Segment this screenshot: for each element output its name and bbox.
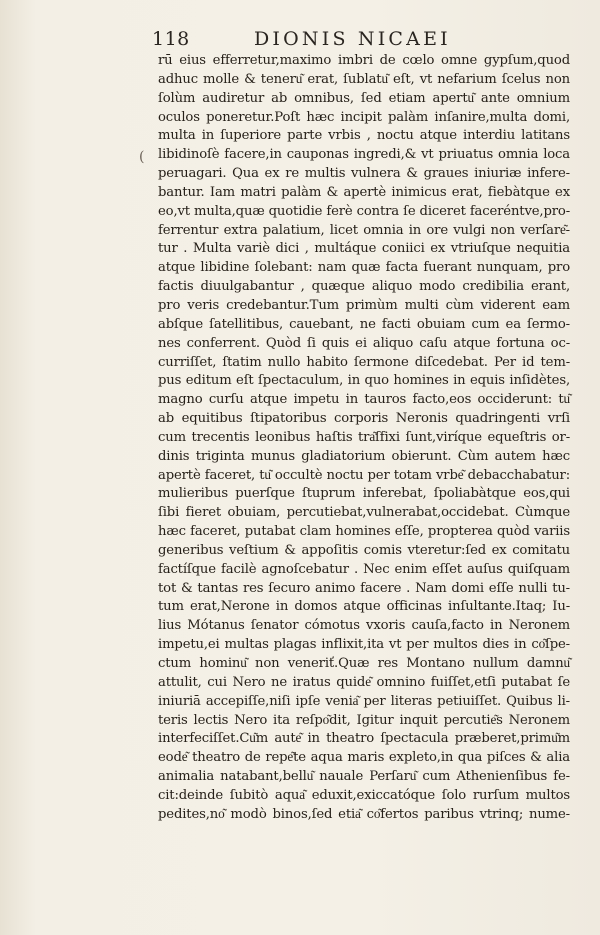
text-line: factis diuulgabantur , quæque aliquo modo credibilia erant, bbox=[158, 279, 570, 295]
text-line: ſibi fieret obuiam, percutiebat,vulnerabat,occidebat. Cùmque bbox=[158, 505, 570, 521]
text-line: animalia natabant,bellu͂ nauale Perſaru͂ cum Athenienſibus fe- bbox=[158, 769, 570, 785]
text-line: magno curſu atque impetu in tauros facto,eos occiderunt: tu͂ bbox=[158, 392, 570, 408]
text-line: interfeciſſet.Cu͂m aute͂ in theatro ſpectacula præberet,primu͂m bbox=[158, 731, 570, 747]
running-head: DIONIS NICAEI bbox=[254, 28, 451, 50]
text-line: iniuriā accepiſſe,niſi ipſe venia͂ per literas petiuiſſet. Quibus li- bbox=[158, 693, 570, 709]
text-line: libidinoſè facere,in cauponas ingredi,& vt priuatus omnia loca bbox=[158, 147, 570, 163]
text-line: abſque ſatellitibus, cauebant, ne facti obuiam cum ea ſermo- bbox=[158, 316, 570, 332]
text-line: cit:deinde ſubitò aqua͂ eduxit,exiccatóque ſolo rurſum multos bbox=[158, 787, 570, 803]
text-line: pedites,no͂ modò binos,ſed etia͂ co͂fertos paribus vtrinq; nume- bbox=[158, 806, 570, 822]
text-line: hæc faceret, putabat clam homines eſſe, propterea quòd variis bbox=[158, 524, 570, 540]
text-line: tum erat,Nerone in domos atque officinas inſultante.Itaq; Iu- bbox=[158, 599, 570, 615]
text-line: eo,vt multa,quæ quotidie ferè contra ſe diceret faceréntve,pro- bbox=[158, 203, 570, 219]
text-line: multa in ſuperiore parte vrbis , noctu atque interdiu latitans bbox=[158, 128, 570, 144]
text-line: eode͂ theatro de repe͂te aqua maris expleto,in qua piſces & alia bbox=[158, 750, 570, 766]
page-number: 118 bbox=[152, 28, 190, 50]
text-line: generibus veſtium & appoſitis comis vteretur:ſed ex comitatu bbox=[158, 542, 570, 558]
body-text bbox=[158, 52, 570, 825]
text-line: ſolùm audiretur ab omnibus, ſed etiam apertu͂ ante omnium bbox=[158, 90, 570, 106]
text-line: dinis triginta munus gladiatorium obierunt. Cùm autem hæc bbox=[158, 448, 570, 464]
text-line: pro veris credebantur.Tum primùm multi cùm viderent eam bbox=[158, 297, 570, 313]
text-line: teris lectis Nero ita reſpo͂dit, Igitur inquit percutie͂s Neronem bbox=[158, 712, 570, 728]
text-line: apertè faceret, tu͂ occultè noctu per totam vrbe͂ debacchabatur: bbox=[158, 467, 570, 483]
margin-mark: ( bbox=[139, 149, 145, 165]
text-line: curriſſet, ſtatim nullo habito ſermone diſcedebat. Per id tem- bbox=[158, 354, 570, 370]
text-line: bantur. Iam matri palàm & apertè inimicus erat, fiebàtque ex bbox=[158, 184, 570, 200]
text-line: mulieribus puerſque ſtuprum inferebat, ſpoliabàtque eos,qui bbox=[158, 486, 570, 502]
text-line: tot & tantas res ſecuro animo facere . Nam domi eſſe nulli tu- bbox=[158, 580, 570, 596]
text-line: lius Mótanus ſenator cómotus vxoris cauſa,facto in Neronem bbox=[158, 618, 570, 634]
text-line: adhuc molle & teneru͂ erat, ſublatu͂ eſt, vt nefarium ſcelus non bbox=[158, 71, 570, 87]
text-line: ctum hominu͂ non veneriť.Quæ res Montano nullum damnu͂ bbox=[158, 656, 570, 671]
text-line: ferrentur extra palatium, licet omnia in ore vulgi non verſare͂- bbox=[158, 222, 570, 238]
text-line: oculos poneretur.Poſt hæc incipit palàm inſanire,multa domi, bbox=[158, 109, 570, 125]
text-line: ab equitibus ſtipatoribus corporis Neronis quadringenti vrſi bbox=[158, 411, 570, 427]
text-line: impetu,ei multas plagas inflixit,ita vt per multos dies in co͂ſpe- bbox=[158, 637, 570, 653]
text-line: atque libidine ſolebant: nam quæ facta fuerant nunquam, pro bbox=[158, 260, 570, 276]
text-line: rū eius efferretur,maximo imbri de cœlo omne gypſum,quod bbox=[158, 53, 570, 68]
text-line: tur . Multa variè dici , multáque coniici ex vtriuſque nequitia bbox=[158, 241, 570, 257]
text-line: peruagari. Qua ex re multis vulnera & graues iniuriæ infere- bbox=[158, 166, 570, 182]
text-line: factíſque facilè agnoſcebatur . Nec enim eſſet auſus quiſquam bbox=[158, 561, 570, 577]
text-line: attulit, cui Nero ne iratus quide͂ omnino fuiſſet,etſi putabat ſe bbox=[158, 674, 570, 690]
text-line: nes conferrent. Quòd ſi quis ei aliquo caſu atque fortuna oc- bbox=[158, 335, 570, 351]
text-line: cum trecentis leonibus haſtis tra͂ſfixi ſunt,viríque equeſtris or- bbox=[158, 429, 570, 445]
text-line: pus editum eſt ſpectaculum, in quo homines in equis inſidètes, bbox=[158, 373, 570, 389]
